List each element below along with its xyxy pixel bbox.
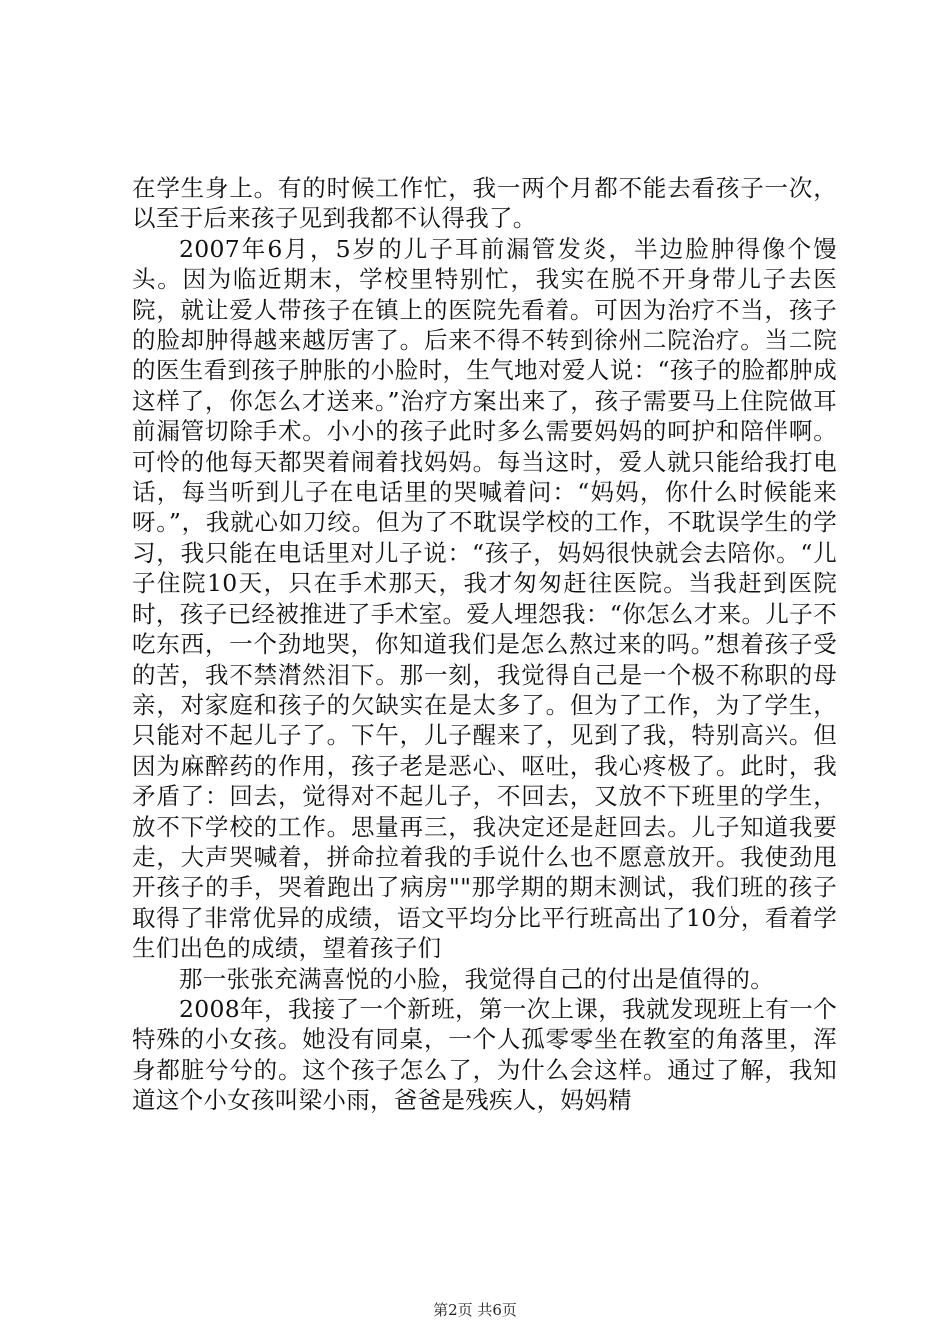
page-number-footer: 第2页 共6页 [433,1301,517,1319]
paragraph-4: 2008年，我接了一个新班，第一次上课，我就发现班上有一个特殊的小女孩。她没有同桌，一个人孤零零坐在教室的角落里，浑身都脏兮兮的。这个孩子怎么了，为什么会这样。通过了解，我知道这个小女孩叫梁小雨，爸爸是残疾人，妈妈精 [132,994,837,1115]
paragraph-3: 那一张张充满喜悦的小脸，我觉得自己的付出是值得的。 [179,964,774,993]
paragraph-1: 在学生身上。有的时候工作忙，我一两个月都不能去看孩子一次，以至于后来孩子见到我都不认得我了。 [132,174,837,233]
paragraph-2: 2007年6月，5岁的儿子耳前漏管发炎，半边脸肿得像个馒头。因为临近期末，学校里特别忙，我实在脱不开身带儿子去医院，就让爱人带孩子在镇上的医院先看着。可因为治疗不当，孩子的脸却肿得越来越厉害了。后来不得不转到徐州二院治疗。当二院的医生看到孩子肿胀的小脸时，生气地对爱人说：“孩子的脸都肿成这样了，你怎么才送来。”治疗方案出来了，孩子需要马上住院做耳前漏管切除手术。小小的孩子此时多么需要妈妈的呵护和陪伴啊。可怜的他每天都哭着闹着找妈妈。每当这时，爱人就只能给我打电话，每当听到儿子在电话里的哭喊着问：“妈妈，你什么时候能来呀。”，我就心如刀绞。但为了不耽误学校的工作，不耽误学生的学习，我只能在电话里对儿子说：“孩子，妈妈很快就会去陪你。“儿子住院10天，只在手术那天，我才匆匆赶往医院。当我赶到医院时，孩子已经被推进了手术室。爱人埋怨我：“你怎么才来。儿子不吃东西，一个劲地哭，你知道我们是怎么熬过来的吗。”想着孩子受的苦，我不禁潸然泪下。那一刻，我觉得自己是一个极不称职的母亲，对家庭和孩子的欠缺实在是太多了。但为了工作，为了学生，只能对不起儿子了。下午，儿子醒来了，见到了我，特别高兴。但因为麻醉药的作用，孩子老是恶心、呕吐，我心疼极了。此时，我矛盾了：回去，觉得对不起儿子，不回去，又放不下班里的学生，放不下学校的工作。思量再三，我决定还是赶回去。儿子知道我要走，大声哭喊着，拼命拉着我的手说什么也不愿意放开。我使劲甩开孩子的手，哭着跑出了病房""那学期的期末测试，我们班的孩子取得了非常优异的成绩，语文平均分比平行班高出了10分，看着学生们出色的成绩，望着孩子们 [132,234,837,963]
document-body [132,173,837,1116]
